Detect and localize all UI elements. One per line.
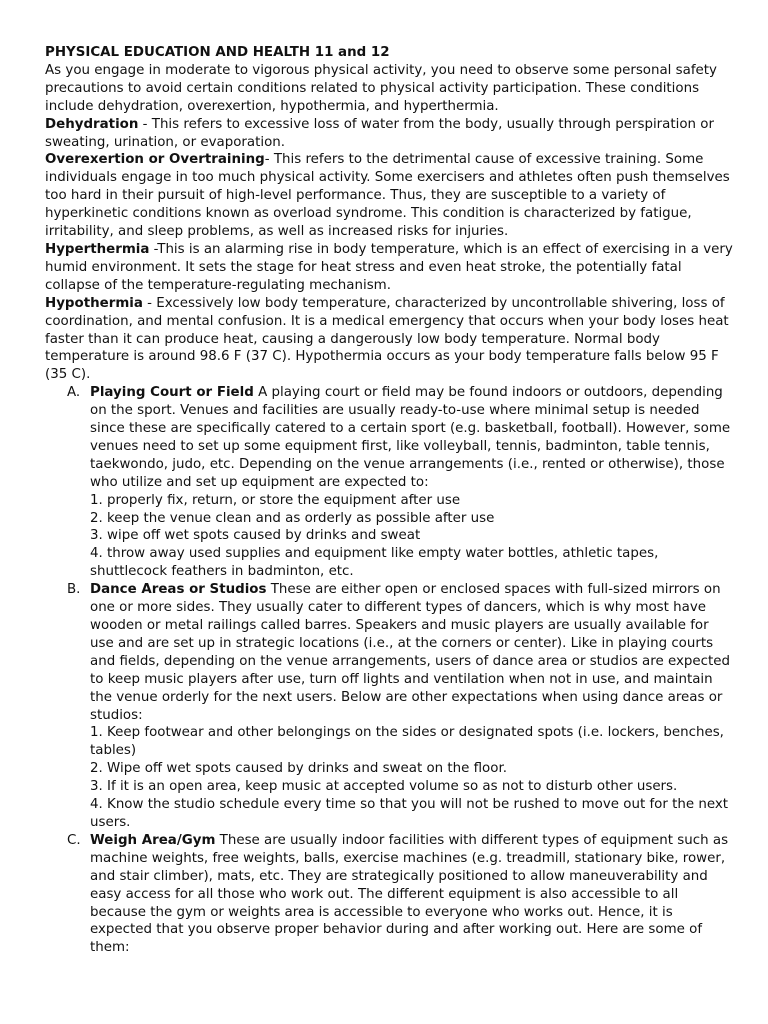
intro-paragraph: As you engage in moderate to vigorous physical activity, you need to observe some personal safety precautions to avoid certain conditions related to physical activity participation. These conditions include dehydration, overexertion, hypothermia, and hyperthermia. — [45, 62, 717, 114]
list-item: 1. properly fix, return, or store the equipment after use — [90, 492, 461, 508]
list-item: 4. Know the studio schedule every time so that you will not be rushed to move out for the next users. — [90, 797, 729, 830]
section-text: A playing court or field may be found indoors or outdoors, depending on the sport. Venues and facilities are usually ready-to-use where minimal setup is needed since these are specifically catered to a certain sport (e.g. basketball, football). However, some venues need to set up some equipment first, like volleyball, tennis, badminton, table tennis, taekwondo, judo, etc. Depending on the venue arrangements (i.e., rented or otherwise), those who utilize and set up equipment are expected to: — [90, 385, 731, 490]
definition-term: Hypothermia — [45, 295, 143, 311]
definition-text: -This is an alarming rise in body temperature, which is an effect of exercising in a very humid environment. It sets the stage for heat stress and even heat stroke, the potentially fatal collapse of the temperature-regulating mechanism. — [45, 241, 733, 293]
list-item: 1. Keep footwear and other belongings on the sides or designated spots (i.e. lockers, benches, tables) — [90, 725, 724, 759]
section-heading: Dance Areas or Studios — [90, 582, 267, 598]
list-item: 2. Wipe off wet spots caused by drinks and sweat on the floor. — [90, 761, 507, 777]
section-playing-court — [45, 384, 735, 581]
definition-hyperthermia — [45, 241, 735, 295]
section-text: These are usually indoor facilities with different types of equipment such as machine weights, free weights, balls, exercise machines (e.g. treadmill, stationary bike, rower, and stair climber), mats, etc. They are strategically positioned to allow maneuverability and easy access for all those who work out. The different equipment is also accessible to all because the gym or weights area is accessible to everyone who works out. Hence, it is expected that you observe proper behavior during and after working out. Here are some of them: — [90, 832, 729, 956]
section-weigh-area-gym — [45, 832, 735, 957]
definition-text: - Excessively low body temperature, characterized by uncontrollable shivering, loss of coordination, and mental confusion. It is a medical emergency that occurs when your body loses heat faster than it can produce heat, causing a dangerously low body temperature. Normal body temperature is around 98.6 F (37 C). Hypothermia occurs as your body temperature falls below 95 F (35 C). — [45, 295, 729, 383]
document-page — [45, 44, 735, 957]
list-marker: C. — [67, 832, 81, 848]
list-marker: A. — [67, 385, 81, 401]
document-title: PHYSICAL EDUCATION AND HEALTH 11 and 12 — [45, 45, 390, 60]
definition-text: - This refers to excessive loss of water from the body, usually through perspiration or sweating, urination, or evaporation. — [45, 116, 714, 150]
definition-term: Overexertion or Overtraining — [45, 152, 265, 168]
list-item: 4. throw away used supplies and equipment like empty water bottles, athletic tapes, shuttlecock feathers in badminton, etc. — [90, 546, 659, 580]
definition-text: - This refers to the detrimental cause of excessive training. Some individuals engage in too much physical activity. Some exercisers and athletes often push themselves too hard in their pursuit of high-level performance. Thus, they are susceptible to a variety of hyperkinetic conditions known as overload syndrome. This condition is characterized by fatigue, irritability, and sleep problems, as well as increased risks for injuries. — [45, 152, 730, 240]
list-item: 3. wipe off wet spots caused by drinks and sweat — [90, 528, 421, 544]
definition-term: Dehydration — [45, 116, 139, 132]
section-heading: Weigh Area/Gym — [90, 832, 216, 848]
list-item: 3. If it is an open area, keep music at accepted volume so as not to disturb other users. — [90, 779, 678, 795]
definition-dehydration — [45, 116, 735, 152]
definition-term: Hyperthermia — [45, 241, 150, 257]
definition-overexertion — [45, 151, 735, 241]
facility-sections-list — [45, 384, 735, 957]
section-heading: Playing Court or Field — [90, 385, 254, 401]
section-dance-areas — [45, 581, 735, 832]
list-marker: B. — [67, 582, 81, 598]
definition-hypothermia — [45, 295, 735, 385]
section-text: These are either open or enclosed spaces with full-sized mirrors on one or more sides. They usually cater to different types of dancers, which is why most have wooden or metal railings called barres. Speakers and music players are usually available for use and are set up in strategic locations (i.e., at the corners or center). Like in playing courts and fields, depending on the venue arrangements, users of dance area or studios are expected to keep music players after use, turn off lights and ventilation when not in use, and maintain the venue orderly for the next users. Below are other expectations when using dance areas or studios: — [90, 582, 730, 723]
list-item: 2. keep the venue clean and as orderly as possible after use — [90, 510, 495, 526]
